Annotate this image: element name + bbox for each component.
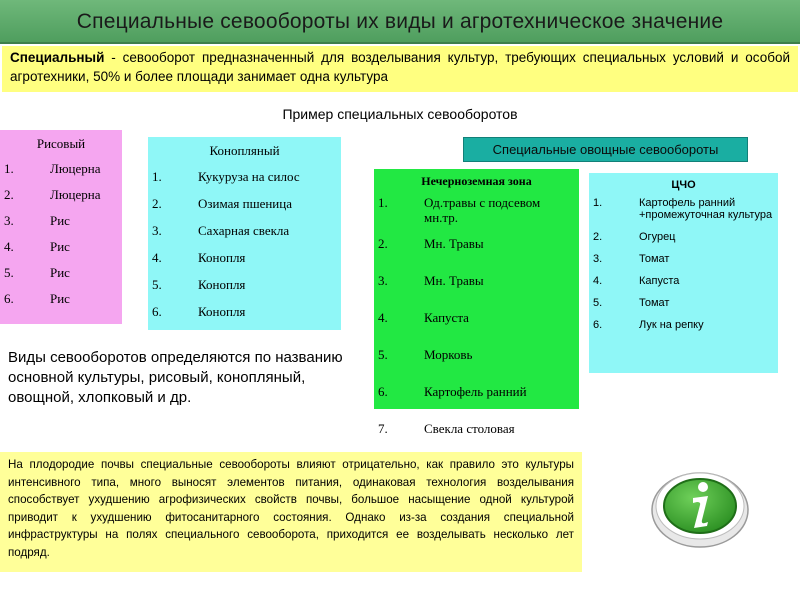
list-item [378,195,575,236]
item-text: Капуста [639,275,680,287]
item-number: 4. [593,275,603,287]
list-item [4,234,118,260]
item-text: Люцерна [50,187,101,202]
item-number: 3. [593,253,603,265]
list-item [4,208,118,234]
list-item [593,197,774,231]
item-text: Картофель ранний [424,384,527,399]
list-item [593,231,774,253]
item-number: 3. [152,223,162,238]
item-text: Огурец [639,231,676,243]
definition-term: Специальный [10,50,105,65]
example-heading: Пример специальных севооборотов [282,106,518,122]
item-text: Свекла столовая [424,421,515,436]
rice-rotation-title: Рисовый [36,136,86,151]
list-item [593,297,774,319]
soil-influence-box: На плодородие почвы специальные севообороты влияют отрицательно, как правило это культуры интенсивного типа, много выносят элементов питания, одинаковая технология возделывания способствует ухудшению агрофизических свойств почвы, большое насыщение одной культурой приводит к ухудшению фитосанитарного состояния. Однако из-за создания специальной инфраструктуры на полях специального севооборота, приходится ее возделывать несколько лет подряд. [0,452,582,572]
cchz-title: ЦЧО [671,179,696,191]
item-number: 3. [378,273,388,288]
list-item [152,244,337,271]
item-text: Рис [50,213,70,228]
definition-box [2,46,798,92]
item-number: 7. [378,421,388,436]
item-number: 2. [152,196,162,211]
item-number: 1. [152,169,162,184]
definition-text: - севооборот предназначенный для возделывания культур, требующих специальных условий и особой агротехники, 50% и более площади занимает одна культура [10,50,790,84]
item-number: 6. [4,291,14,306]
item-number: 1. [4,161,14,176]
list-item [152,298,337,325]
page-title: Специальные севообороты их виды и агротехническое значение [76,10,724,33]
item-text: Сахарная свекла [198,223,290,238]
item-number: 4. [4,239,14,254]
item-text: Морковь [424,347,473,362]
hemp-rotation-title: Конопляный [209,143,280,158]
item-number: 5. [4,265,14,280]
list-item [4,260,118,286]
item-number: 6. [378,384,388,399]
item-text: Конопля [198,277,246,292]
item-number: 2. [378,236,388,251]
info-icon [650,468,750,548]
item-number: 1. [378,195,388,210]
item-text: Конопля [198,304,246,319]
item-number: 3. [4,213,14,228]
list-item [378,310,575,347]
list-item [593,275,774,297]
item-number: 6. [152,304,162,319]
list-item [378,347,575,384]
rotation-types-text: Виды севооборотов определяются по названию основной культуры, рисовый, конопляный, овощной, хлопковый и др. [8,349,343,406]
list-item [152,217,337,244]
hemp-rotation-box [148,137,341,330]
vegetable-rotations-header: Специальные овощные севообороты [463,137,748,162]
nonchernozem-rotation-box [374,169,579,436]
item-text: Лук на репку [639,319,704,331]
item-number: 5. [593,297,603,309]
list-item [593,253,774,275]
list-item [152,190,337,217]
cchz-rotation-box [589,173,778,373]
item-text: Томат [639,253,670,265]
item-number: 1. [593,197,603,209]
item-text: Рис [50,265,70,280]
item-text: Рис [50,291,70,306]
item-number: 6. [593,319,603,331]
info-icon-graphic [650,468,750,548]
nonchernozem-title: Нечерноземная зона [421,174,532,188]
item-text: Озимая пшеница [198,196,292,211]
item-text: Люцерна [50,161,101,176]
item-number: 4. [152,250,162,265]
item-text: Картофель ранний +промежуточная культура [639,197,773,221]
item-text: Од.травы с подсевом мн.тр. [424,195,541,225]
rice-rotation-box [0,130,122,324]
list-item [593,319,774,341]
list-item [378,273,575,310]
item-text: Кукуруза на силос [198,169,300,184]
list-item [4,182,118,208]
list-item [152,163,337,190]
item-text: Капуста [424,310,469,325]
list-item [4,286,118,312]
list-item [378,384,575,421]
list-item [152,271,337,298]
item-number: 4. [378,310,388,325]
list-item [4,156,118,182]
item-text: Мн. Травы [424,236,484,251]
item-number: 2. [4,187,14,202]
item-text: Томат [639,297,670,309]
item-number: 5. [378,347,388,362]
item-text: Мн. Травы [424,273,484,288]
item-number: 5. [152,277,162,292]
item-text: Рис [50,239,70,254]
list-item [378,236,575,273]
item-number: 2. [593,231,603,243]
item-text: Конопля [198,250,246,265]
